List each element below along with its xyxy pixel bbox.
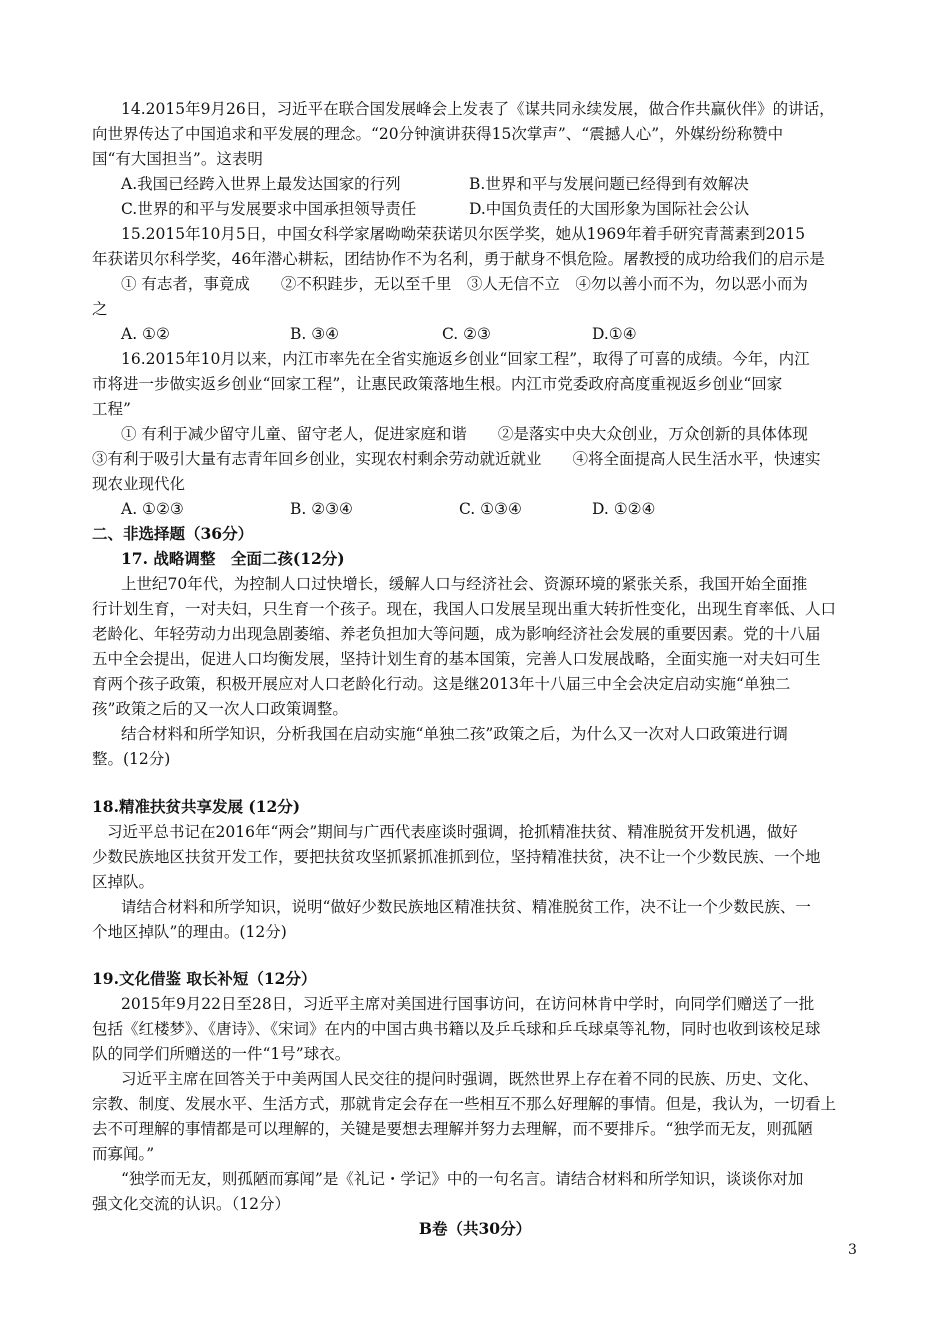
q18-body-line-3: 区掉队。 [92,873,155,891]
q18-title: 18.精准扶贫共享发展 (12分) [92,797,301,816]
q15-stem-line-1: 15.2015年10月5日，中国女科学家屠呦呦荣获诺贝尔医学奖，她从1969年着手研究青蒿素到2015 [121,225,806,243]
q19-body-line-4: 习近平主席在回答关于中美两国人民交往的提问时强调，既然世界上存在着不同的民族、历史、文化、 [121,1070,819,1088]
q19-body-line-7: 而寡闻。” [92,1145,155,1163]
q16-option-a: A. ①②③ [121,500,184,518]
q16-option-d: D. ①②④ [592,500,656,518]
q18-body-line-1: 习近平总书记在2016年“两会”期间与广西代表座谈时强调，抢抓精准扶贫、精准脱贫开发机遇，做好 [107,823,798,841]
q15-stem-line-2: 年获诺贝尔科学奖，46年潜心耕耘，团结协作不为名利，勇于献身不惧危险。屠教授的成功给我们的启示是 [92,250,825,268]
q18-body-line-2: 少数民族地区扶贫开发工作，要把扶贫攻坚抓紧抓准抓到位，坚持精准扶贫，决不让一个少数民族、一个地 [92,848,821,866]
section-b-heading: B卷（共30分） [418,1219,532,1238]
q15-option-b: B. ③④ [290,325,340,343]
q16-stem-line-1: 16.2015年10月以来，内江市率先在全省实施返乡创业“回家工程”，取得了可喜的成绩。今年，内江 [121,350,810,368]
q14-stem-line-2: 向世界传达了中国追求和平发展的理念。“20分钟演讲获得15次掌声”、“震撼人心”，外媒纷纷称赞中 [92,125,784,143]
q14-option-b: B.世界和平与发展问题已经得到有效解决 [469,175,749,193]
q16-stem-line-2: 市将进一步做实返乡创业“回家工程”，让惠民政策落地生根。内江市党委政府高度重视返乡创业“回家 [92,375,783,393]
q15-option-d: D.①④ [592,325,637,343]
q19-body-line-6: 去不可理解的事情都是可以理解的，关键是要想去理解并努力去理解，而不要排斥。“独学而无友，则孤陋 [92,1120,813,1138]
q17-body-line-3: 老龄化、年轻劳动力出现急剧萎缩、养老负担加大等问题，成为影响经济社会发展的重要因素。党的十八届 [92,625,821,643]
q15-stem-line-3: ① 有志者，事竟成 ②不积跬步，无以至千里 ③人无信不立 ④勿以善小而不为，勿以恶小而为 [121,275,808,293]
q14-stem-line-3: 国“有大国担当”。这表明 [92,150,263,168]
q16-stem-line-3: 工程” [92,400,131,418]
q19-body-line-5: 宗教、制度、发展水平、生活方式，那就肯定会存在一些相互不那么好理解的事情。但是，我认为，一切看上 [92,1095,837,1113]
q17-body-line-5: 育两个孩子政策，积极开展应对人口老龄化行动。这是继2013年十八届三中全会决定启动实施“单独二 [92,675,791,693]
q15-option-a: A. ①② [121,325,170,343]
q19-body-line-1: 2015年9月22日至28日，习近平主席对美国进行国事访问，在访问林肯中学时，向同学们赠送了一批 [121,995,815,1013]
q15-option-c: C. ②③ [442,325,491,343]
q16-stem-line-6: 现农业现代化 [92,475,186,493]
q17-body-line-4: 五中全会提出，促进人口均衡发展，坚持计划生育的基本国策，完善人口发展战略，全面实施一对夫妇可生 [92,650,821,668]
q17-body-line-6: 孩”政策之后的又一次人口政策调整。 [92,700,348,718]
q16-stem-line-5: ③有利于吸引大量有志青年回乡创业，实现农村剩余劳动就近就业 ④将全面提高人民生活水平，快速实 [92,450,821,468]
q14-option-a: A.我国已经跨入世界上最发达国家的行列 [121,175,401,193]
q19-title: 19.文化借鉴 取长补短（12分） [92,969,317,988]
page-number: 3 [848,1242,857,1258]
q16-option-b: B. ②③④ [290,500,353,518]
section-2-heading: 二、非选择题（36分） [92,524,254,543]
q16-stem-line-4: ① 有利于减少留守儿童、留守老人，促进家庭和谐 ②是落实中央大众创业，万众创新的具体体现 [121,425,808,443]
q17-title: 17. 战略调整 全面二孩(12分) [121,549,345,568]
q17-body-line-1: 上世纪70年代，为控制人口过快增长，缓解人口与经济社会、资源环境的紧张关系，我国开始全面推 [121,575,808,593]
q18-question-line-1: 请结合材料和所学知识，说明“做好少数民族地区精准扶贫、精准脱贫工作，决不让一个少数民族、一 [121,898,811,916]
q17-body-line-2: 行计划生育，一对夫妇，只生育一个孩子。现在，我国人口发展呈现出重大转折性变化，出现生育率低、人口 [92,600,837,618]
q19-question-line-2: 强文化交流的认识。（12分） [92,1195,290,1213]
q19-body-line-3: 队的同学们所赠送的一件“1号”球衣。 [92,1045,351,1063]
q19-body-line-2: 包括《红楼梦》、《唐诗》、《宋词》在内的中国古典书籍以及乒乓球和乒乓球桌等礼物，同时也收到该校足球 [92,1020,821,1038]
q14-option-d: D.中国负责任的大国形象为国际社会公认 [469,200,750,218]
q19-question-line-1: “独学而无友，则孤陋而寡闻”是《礼记・学记》中的一句名言。请结合材料和所学知识，谈谈你对加 [121,1170,804,1188]
q16-option-c: C. ①③④ [459,500,522,518]
q14-stem-line-1: 14.2015年9月26日，习近平在联合国发展峰会上发表了《谋共同永续发展，做合作共赢伙伴》的讲话， [121,100,835,118]
q14-option-c: C.世界的和平与发展要求中国承担领导责任 [121,200,417,218]
q15-stem-line-4: 之 [92,300,108,318]
q17-question-line-2: 整。(12分) [92,750,171,768]
q17-question-line-1: 结合材料和所学知识，分析我国在启动实施“单独二孩”政策之后，为什么又一次对人口政策进行调 [121,725,788,743]
q18-question-line-2: 个地区掉队”的理由。(12分) [92,923,287,941]
